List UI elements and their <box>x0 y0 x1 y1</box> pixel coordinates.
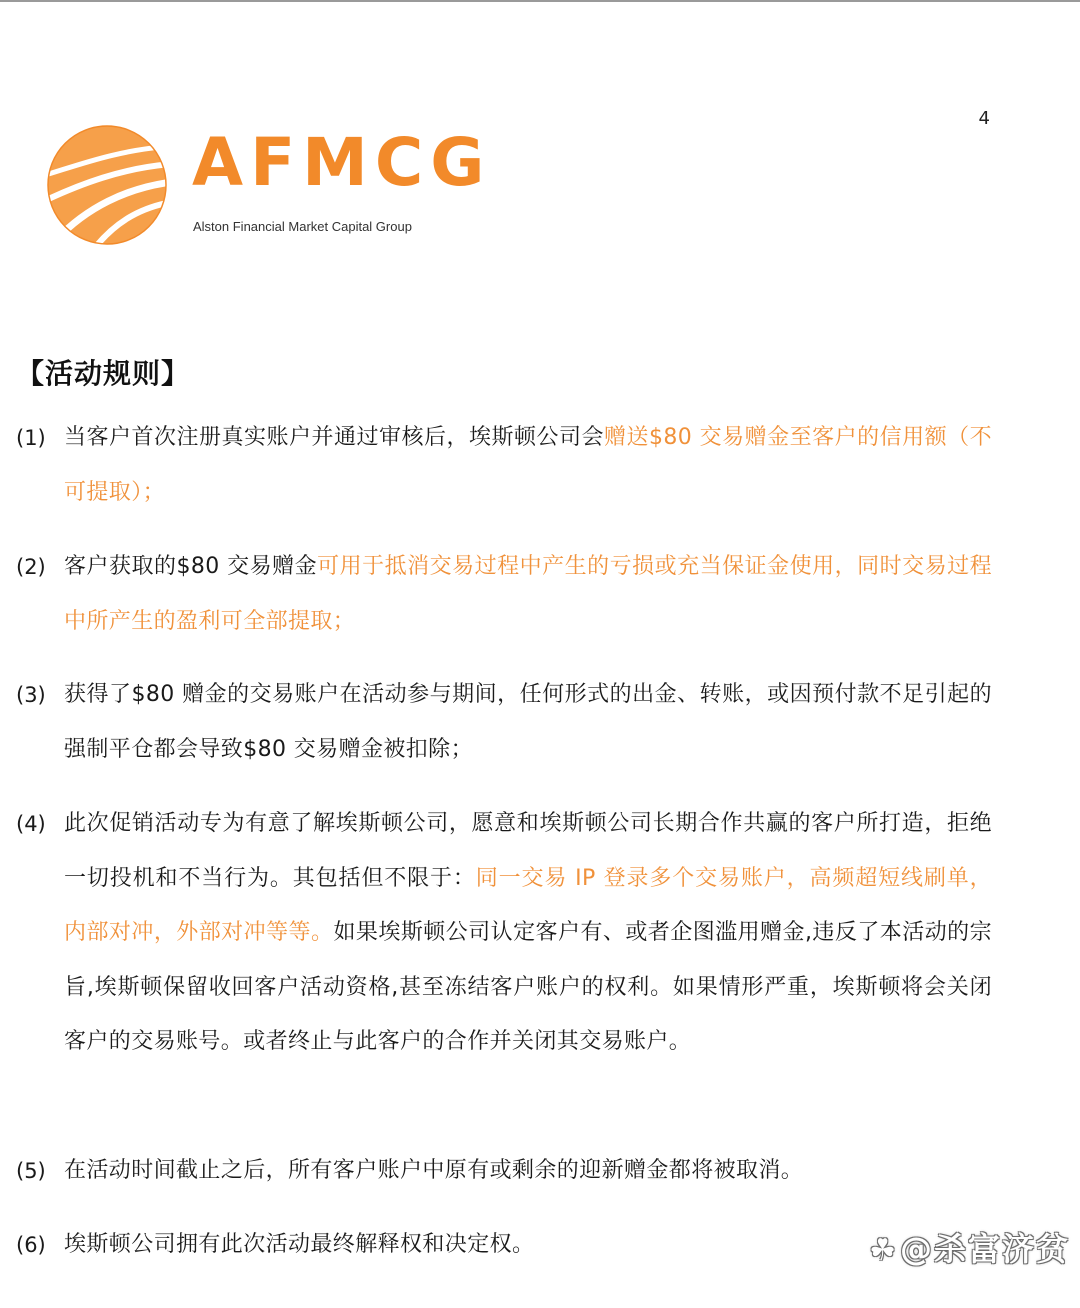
rule-text <box>64 540 992 649</box>
rule-text <box>64 1218 992 1273</box>
rule-text-highlight: 可用于抵消交易过程中产生的亏损或充当保证金使用，同时交易过程中所产生的盈利可全部提取； <box>64 554 992 634</box>
rule-text-segment: 获得了$80 赠金的交易账户在活动参与期间，任何形式的出金、转账，或因预付款不足引起的强制平仓都会导致$80 交易赠金被扣除； <box>64 682 992 762</box>
rule-text-segment: 如果埃斯顿公司认定客户有、或者企图滥用赠金,违反了本活动的宗旨,埃斯顿保留收回客户活动资格,甚至冻结客户账户的权利。如果情形严重，埃斯顿将会关闭客户的交易账号。或者终止与此客户的合作并关闭其交易账户。 <box>64 920 992 1054</box>
rule-text-segment: 此次促销活动专为有意了解埃斯顿公司，愿意和埃斯顿公司长期合作共赢的客户所打造，拒绝一切投机和不当行为。其包括但不限于： <box>64 811 992 891</box>
rule-text-highlight: 赠送$80 交易赠金至客户的信用额（不可提取）； <box>64 425 992 505</box>
rule-text <box>64 668 992 777</box>
rule-number: (1) <box>16 426 46 450</box>
rule-number: (5) <box>16 1159 46 1183</box>
rule-number: (2) <box>16 555 46 579</box>
rule-text-segment: 当客户首次注册真实账户并通过审核后，埃斯顿公司会 <box>64 425 604 450</box>
page-number: 4 <box>978 108 990 129</box>
top-divider <box>0 0 1080 2</box>
rule-text <box>64 411 992 520</box>
rule-text-highlight: 同一交易 IP 登录多个交易账户，高频超短线刷单，内部对冲，外部对冲等等。 <box>64 865 992 945</box>
rule-text-segment: 在活动时间截止之后，所有客户账户中原有或剩余的迎新赠金都将被取消。 <box>64 1158 804 1183</box>
section-heading: 【活动规则】 <box>16 357 191 390</box>
rule-number: (3) <box>16 683 46 707</box>
watermark-text: @杀富济贫 <box>899 1230 1070 1268</box>
rule-text <box>64 1144 992 1199</box>
rule-number: (4) <box>16 812 46 836</box>
rule-text-segment: 客户获取的$80 交易赠金 <box>64 554 318 579</box>
weibo-icon: ☘ <box>869 1233 898 1268</box>
rule-text-segment: 埃斯顿公司拥有此次活动最终解释权和决定权。 <box>64 1232 535 1257</box>
watermark <box>869 1224 1070 1270</box>
rule-number: (6) <box>16 1233 46 1257</box>
logo-wordmark: AFMCG <box>192 124 492 201</box>
company-logo <box>46 124 492 248</box>
afmcg-globe-logo-icon <box>46 124 168 246</box>
logo-subtitle: Alston Financial Market Capital Group <box>193 219 412 234</box>
rule-text <box>64 797 992 1070</box>
